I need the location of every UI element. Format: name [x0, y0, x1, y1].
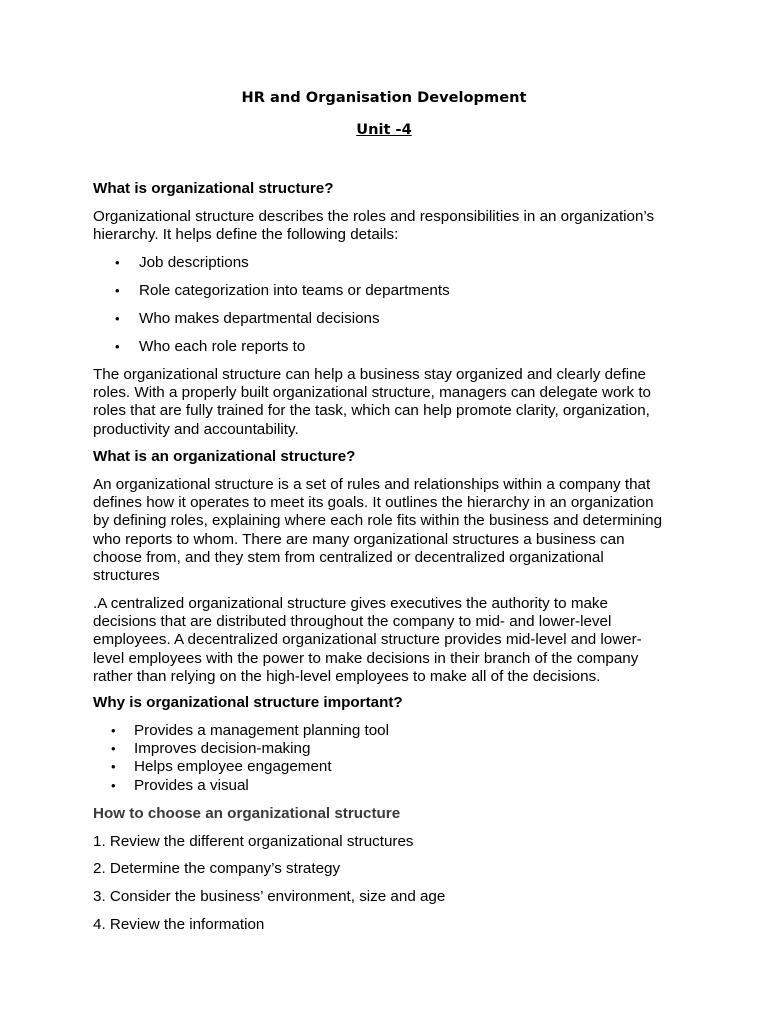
section-heading-why-important: Why is organizational structure important?: [93, 694, 403, 711]
paragraph-line: decisions that are distributed throughout the company to mid- and lower-level: [93, 613, 612, 631]
list-item-text: Job descriptions: [139, 254, 249, 271]
centralized-paragraph: [93, 595, 683, 686]
list-item-text: Helps employee engagement: [134, 758, 332, 775]
section-heading-how-to-choose: How to choose an organizational structure: [93, 805, 401, 822]
paragraph-line: Organizational structure describes the roles and responsibilities in an organization’s: [93, 208, 655, 225]
list-item: 1. Review the different organizational structures: [93, 833, 414, 850]
bullet-icon: •: [111, 759, 116, 774]
list-item-text: Improves decision-making: [134, 740, 311, 757]
paragraph-line: roles that are fully trained for the task, which can help promote clarity, organization,: [93, 402, 650, 420]
bullet-icon: •: [115, 255, 120, 270]
bullet-icon: •: [111, 723, 116, 738]
bullet-icon: •: [111, 778, 116, 793]
list-item: 4. Review the information: [93, 916, 265, 933]
paragraph-line: An organizational structure is a set of rules and relationships within a company that: [93, 476, 651, 493]
paragraph-line: choose from, and they stem from centralized or decentralized organizational: [93, 548, 604, 566]
list-item: 2. Determine the company’s strategy: [93, 860, 341, 877]
document-title: HR and Organisation Development: [241, 89, 527, 106]
paragraph-line: roles. With a properly built organizational structure, managers can delegate work to: [93, 384, 651, 402]
paragraph-line: level employees with the power to make decisions in their branch of the company: [93, 649, 639, 667]
definition-paragraph: [93, 476, 683, 585]
section-heading-what-is-org-structure: What is organizational structure?: [93, 180, 334, 197]
intro-paragraph: [93, 208, 683, 244]
paragraph-line: defines how it operates to meet its goals. It outlines the hierarchy in an organization: [93, 494, 654, 512]
paragraph-line: productivity and accountability.: [93, 420, 299, 438]
list-item-text: Provides a management planning tool: [134, 722, 389, 739]
list-item-text: Who each role reports to: [139, 338, 306, 355]
section-heading-what-is-an-org-structure: What is an organizational structure?: [93, 448, 356, 465]
bullet-icon: •: [115, 339, 120, 354]
paragraph-line: rather than relying on the high-level employees to make all of the decisions.: [93, 667, 601, 685]
list-item-text: Who makes departmental decisions: [139, 310, 380, 327]
bullet-icon: •: [115, 311, 120, 326]
paragraph-line: hierarchy. It helps define the following details:: [93, 226, 399, 244]
unit-title: Unit -4: [356, 121, 412, 138]
paragraph-line: who reports to whom. There are many organizational structures a business can: [93, 530, 625, 548]
paragraph-line: structures: [93, 567, 160, 585]
paragraph-line: by defining roles, explaining where each role fits within the business and determining: [93, 512, 663, 530]
list-item-text: Provides a visual: [134, 777, 249, 794]
bullet-icon: •: [115, 283, 120, 298]
paragraph-line: employees. A decentralized organizational structure provides mid-level and lower-: [93, 631, 642, 649]
list-item-text: Role categorization into teams or departments: [139, 282, 450, 299]
list-item: 3. Consider the business’ environment, size and age: [93, 888, 446, 905]
summary-paragraph: [93, 366, 683, 439]
bullet-icon: •: [111, 741, 116, 756]
paragraph-line: The organizational structure can help a business stay organized and clearly define: [93, 366, 646, 383]
paragraph-line: .A centralized organizational structure gives executives the authority to make: [93, 595, 608, 612]
